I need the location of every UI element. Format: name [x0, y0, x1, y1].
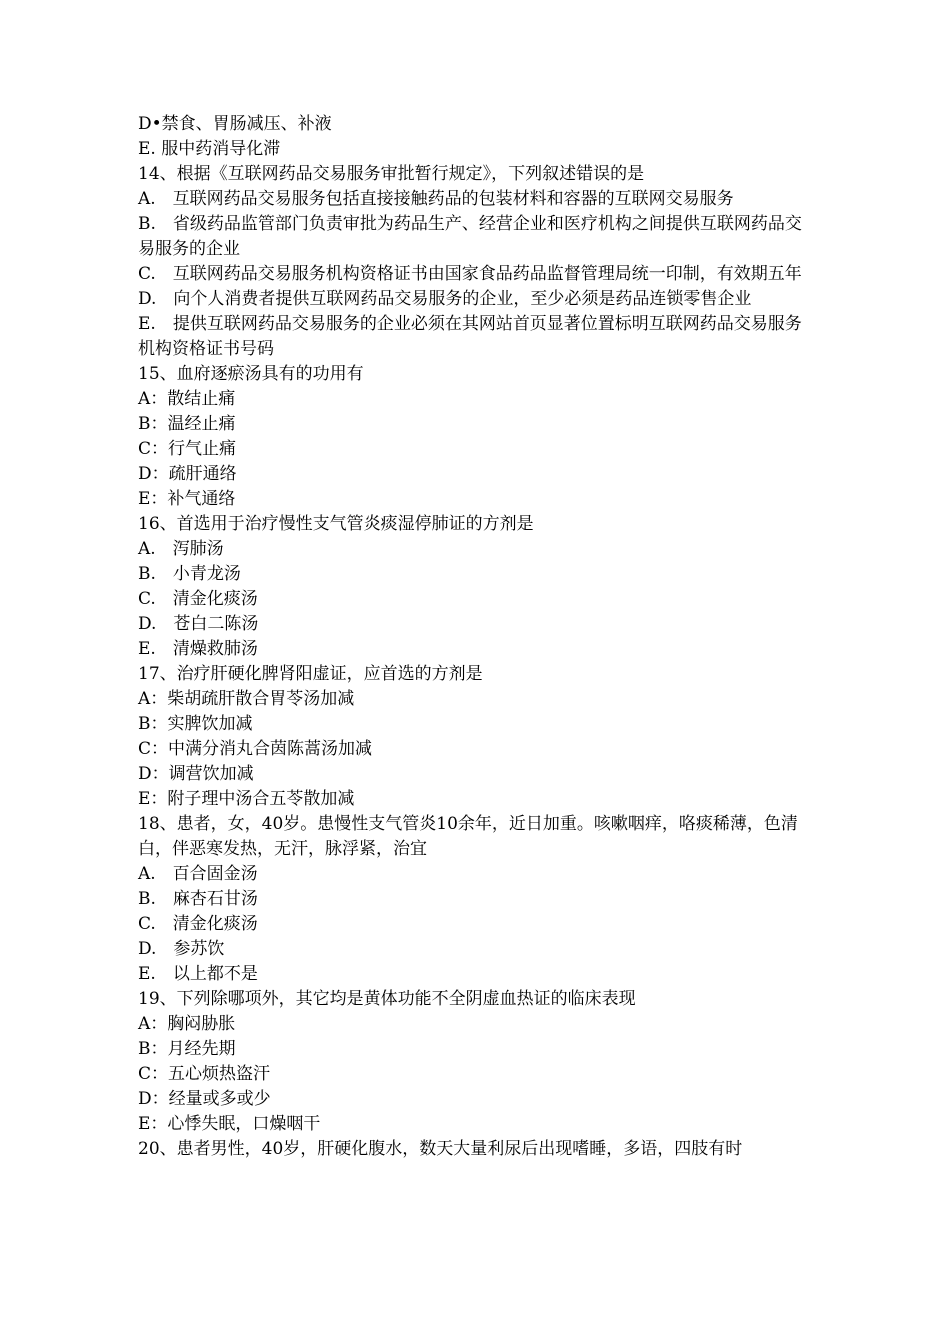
question-stem: 18、患者，女，40岁。患慢性支气管炎10余年，近日加重。咳嗽咽痒，咯痰稀薄，色清白，伴恶寒发热，无汗，脉浮紧，治宜 [138, 814, 798, 859]
question-stem: 14、根据《互联网药品交易服务审批暂行规定》，下列叙述错误的是 [138, 164, 645, 184]
answer-option: B. 小青龙汤 [138, 564, 241, 584]
document-page [138, 112, 810, 1162]
answer-option: B. 省级药品监管部门负责审批为药品生产、经营企业和医疗机构之间提供互联网药品交易服务的企业 [138, 214, 802, 259]
answer-option: E：补气通络 [138, 489, 236, 509]
answer-option: B：月经先期 [138, 1039, 236, 1059]
answer-option: D. 苍白二陈汤 [138, 614, 259, 634]
answer-option: D. 参苏饮 [138, 939, 225, 959]
answer-option: B. 麻杏石甘汤 [138, 889, 258, 909]
answer-option: A：柴胡疏肝散合胃苓汤加减 [138, 689, 355, 709]
answer-option: D：调营饮加减 [138, 764, 254, 784]
answer-option: A. 泻肺汤 [138, 539, 224, 559]
answer-option: C. 清金化痰汤 [138, 589, 258, 609]
answer-option: E. 清燥救肺汤 [138, 639, 258, 659]
answer-option: D. 向个人消费者提供互联网药品交易服务的企业，至少必须是药品连锁零售企业 [138, 289, 752, 309]
question-stem: 17、治疗肝硬化脾肾阳虚证，应首选的方剂是 [138, 664, 483, 684]
answer-option: C：中满分消丸合茵陈蒿汤加减 [138, 739, 373, 759]
answer-option: E. 以上都不是 [138, 964, 258, 984]
answer-option: C：五心烦热盗汗 [138, 1064, 271, 1084]
answer-option: A：散结止痛 [138, 389, 236, 409]
question-stem: 19、下列除哪项外，其它均是黄体功能不全阴虚血热证的临床表现 [138, 989, 636, 1009]
answer-option: D：疏肝通络 [138, 464, 237, 484]
text-line: E. 服中药消导化滞 [138, 139, 281, 159]
answer-option: A. 百合固金汤 [138, 864, 258, 884]
answer-option: A. 互联网药品交易服务包括直接接触药品的包装材料和容器的互联网交易服务 [138, 189, 734, 209]
question-stem: 16、首选用于治疗慢性支气管炎痰湿停肺证的方剂是 [138, 514, 534, 534]
answer-option: E：心悸失眠，口燥咽干 [138, 1114, 321, 1134]
answer-option: C. 清金化痰汤 [138, 914, 258, 934]
question-stem: 15、血府逐瘀汤具有的功用有 [138, 364, 364, 384]
answer-option: C. 互联网药品交易服务机构资格证书由国家食品药品监督管理局统一印制，有效期五年 [138, 264, 802, 284]
answer-option: D：经量或多或少 [138, 1089, 271, 1109]
answer-option: E. 提供互联网药品交易服务的企业必须在其网站首页显著位置标明互联网药品交易服务机构资格证书号码 [138, 314, 802, 359]
text-line: D•禁食、胃肠减压、补液 [138, 114, 332, 134]
answer-option: B：温经止痛 [138, 414, 236, 434]
answer-option: A：胸闷胁胀 [138, 1014, 236, 1034]
answer-option: C：行气止痛 [138, 439, 237, 459]
question-stem: 20、患者男性，40岁，肝硬化腹水，数天大量利尿后出现嗜睡，多语，四肢有时 [138, 1139, 743, 1159]
answer-option: E：附子理中汤合五苓散加减 [138, 789, 355, 809]
answer-option: B：实脾饮加减 [138, 714, 253, 734]
